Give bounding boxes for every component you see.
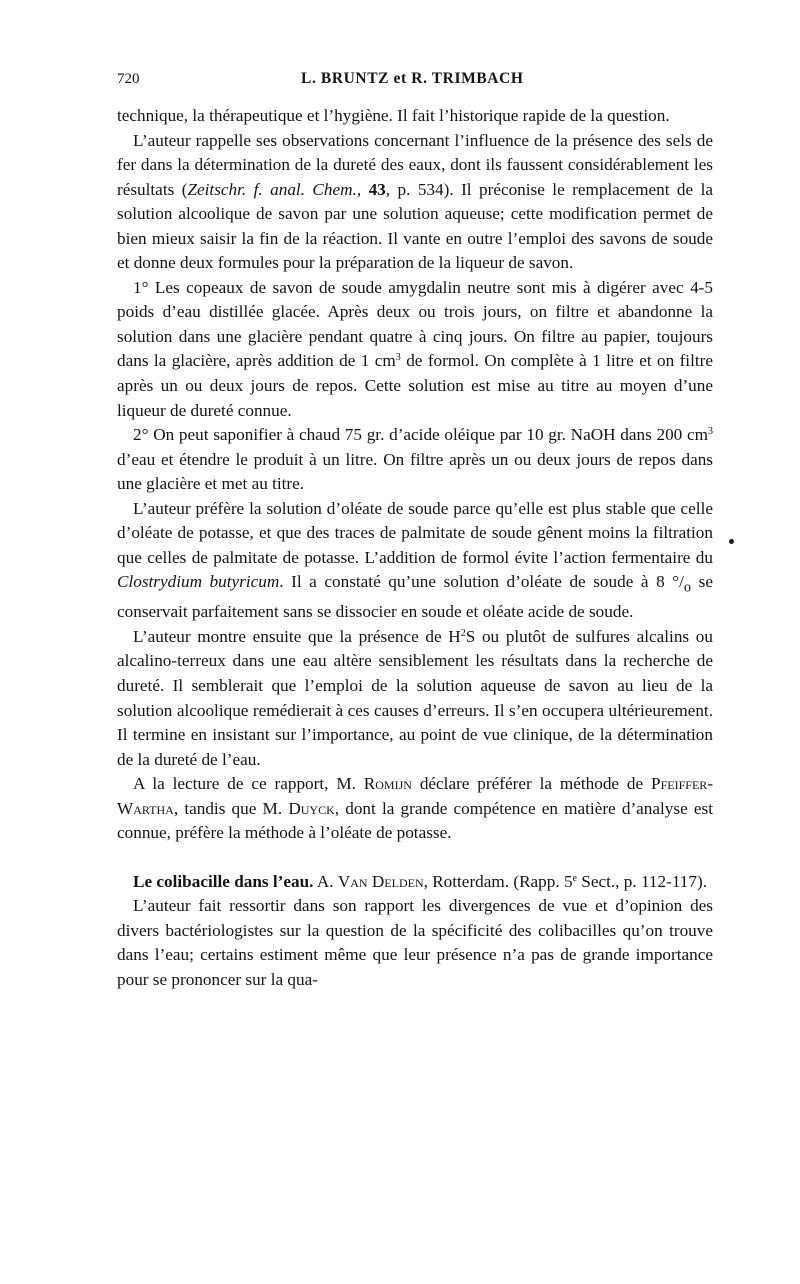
citation-volume: 43	[368, 179, 386, 199]
paragraph-continuation: technique, la thérapeutique et l’hygiène. Il fait l’historique rapide de la question.	[117, 106, 670, 125]
margin-mark	[729, 539, 734, 544]
article-body	[117, 104, 713, 993]
paragraph-colibacille: L’auteur fait ressortir dans son rapport les divergences de vue et d’opinion des divers bactériologistes sur la question de la spécificité des colibacilles qu’on trouve dans l’eau; certains estiment même que leur présence n’a pas de grande importance pour se prononcer sur la qua-	[117, 896, 713, 990]
paragraph-discussion: A la lecture de ce rapport, M. Romijn déclare préférer la méthode de Pfeiffer-Wartha, tandis que M. Duyck, dont la grande compétence en matière d’analyse est connue, préfère la méthode à l’oléate de potasse.	[117, 774, 713, 843]
person-name: Romijn	[363, 774, 412, 794]
running-header	[117, 70, 713, 96]
page-number: 720	[117, 71, 140, 87]
journal-page	[117, 70, 713, 993]
journal-citation: Zeitschr. f. anal. Chem.	[187, 179, 357, 199]
paragraph-oleate: L’auteur préfère la solution d’oléate de soude parce qu’elle est plus stable que celle d’oléate de potasse, et que des traces de palmitate de soude gênent moins la filtration que celles de palmitate de potasse. L’addition de formol évite l’action fermentaire du Clostrydium butyricum. Il a constaté qu’une solution d’oléate de soude à 8 $^\circ/_o$ se conservait parfaitement sans se dissocier en soude et oléate acide de soude.	[117, 498, 713, 622]
species-name: Clostrydium butyricum	[117, 572, 280, 592]
paragraph-iron-salts: L’auteur rappelle ses observations concernant l’influence de la présence des sels de fer dans la détermination de la dureté des eaux, dont ils faussent considérablement les résultats (Zeitschr. f. anal. Chem., 43, p. 534). Il préconise le remplacement de la solution alcoolique de savon par une solution aqueuse; cette modification permet de bien mieux saisir la fin de la réaction. Il vante en outre l’emploi des savons de soude et donne deux formules pour la préparation de la liqueur de savon.	[117, 130, 714, 273]
section-title: Le colibacille dans l’eau.	[133, 871, 314, 891]
paragraph-formula-2: 2° On peut saponifier à chaud 75 gr. d’acide oléique par 10 gr. NaOH dans 200 $cm^3$ d’eau et étendre le produit à un litre. On filtre après un ou deux jours de repos dans une glacière et met au titre.	[117, 425, 713, 494]
section-spacer	[117, 846, 713, 870]
method-name: Pfeiffer-Wartha	[117, 774, 713, 818]
paragraph-sulfides: L’auteur montre ensuite que la présence de $H^2S$ ou plutôt de sulfures alcalins ou alcalino-terreux dans une eau altère sensiblement les résultats dans la recherche de dureté. Il semblerait que l’emploi de la solution aqueuse de savon au lieu de la solution alcoolique remédierait à ces causes d’erreurs. Il s’en occupera ultérieurement. Il termine en insistant sur l’importance, au point de vue clinique, de la détermination de la dureté de l’eau.	[117, 626, 713, 769]
section-heading: Le colibacille dans l’eau. A. Van Delden, Rotterdam. (Rapp. 5e Sect., p. 112-117).	[133, 871, 707, 891]
person-name: Duyck	[288, 798, 335, 818]
running-title: L. BRUNTZ et R. TRIMBACH	[301, 70, 524, 87]
paragraph-formula-1: 1° Les copeaux de savon de soude amygdalin neutre sont mis à digérer avec 4-5 poids d’eau distillée glacée. Après deux ou trois jours, on filtre et abandonne la solution dans une glacière pendant quatre à cinq jours. On filtre au papier, toujours dans la glacière, après addition de 1 $cm^3$ de formol. On complète à 1 litre et on filtre après un ou deux jours de repos. Cette solution est mise au titre au moyen d’une liqueur de dureté connue.	[117, 277, 713, 420]
section-author: Van Delden	[337, 871, 424, 891]
